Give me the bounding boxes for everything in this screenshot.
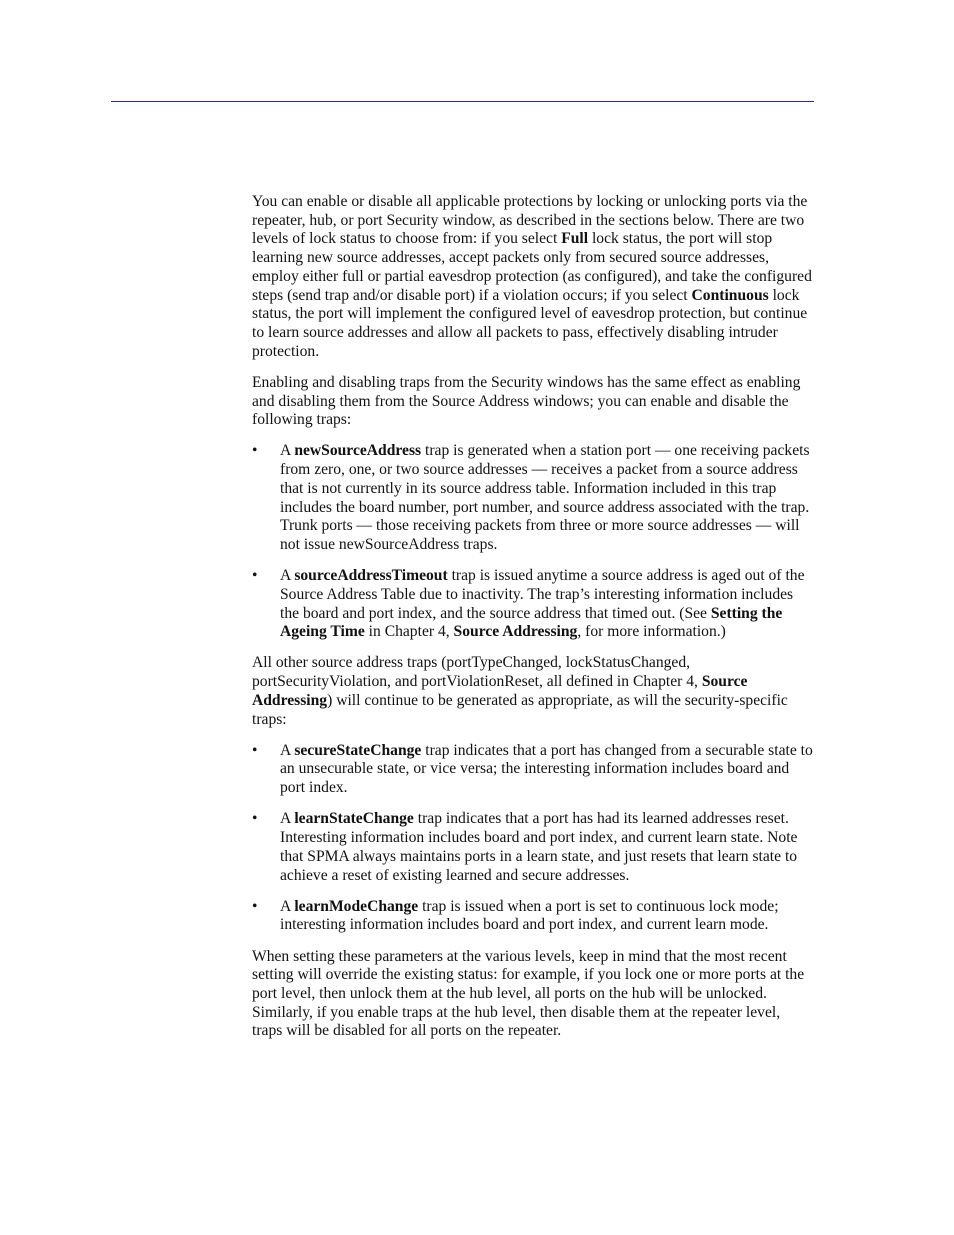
text: trap indicates that a port has changed from a securable state to an unsecurable state, or vice versa; the interesting information includes board and port index. [280,741,813,797]
text: trap is generated when a station port — one receiving packets from zero, one, or two source addresses — receives a packet from a source address that is not currently in its source address table. Information included in this trap includes the board number, port number, and source address associated with the trap. Trunk ports — those receiving packets from three or more source addresses — will not issue newSourceAddress traps. [280,442,810,553]
list-item [252,442,814,554]
text: trap indicates that a port has had its learned addresses reset. Interesting information includes board and port index, and current learn state. Note that SPMA always maintains ports in a learn state, and just resets that learn state to achieve a reset of existing learned and secure addresses. [280,810,798,884]
cross-reference: Source Addressing [453,623,578,641]
list-item [252,567,814,642]
trap-name: learnStateChange [294,810,414,828]
bullet-icon: • [252,741,258,759]
text: A [280,741,295,759]
text: , for more information.) [577,623,726,641]
list-item [252,810,814,885]
paragraph-traps-intro: Enabling and disabling traps from the Security windows has the same effect as enabling and disabling them from the Source Address windows; you can enable and disable the following traps: [252,373,801,429]
text: A [280,810,295,828]
paragraph-lock-status [252,193,814,361]
text: You can enable or disable all applicable protections by locking or unlocking ports via the repeater, hub, or port Security window, as described in the sections below. There are two levels of lock status to choose from: if you select [252,193,808,248]
text: A [280,567,295,585]
text: A [280,897,295,915]
bullet-icon: • [252,567,258,585]
list-item [252,742,814,798]
text: lock status, the port will implement the configured level of eavesdrop protection, but continue to learn source addresses and allow all packets to pass, effectively disabling intruder protection. [252,286,808,360]
trap-name: learnModeChange [294,897,419,915]
text: lock status, the port will stop learning new source addresses, accept packets only from secured source addresses, employ either full or partial eavesdrop protection (as configured), and take the configured steps (send trap and/or disable port) if a violation occurs; if you select [252,230,812,304]
text: in Chapter 4, [364,623,454,641]
bullet-icon: • [252,442,258,460]
cross-reference: Source Addressing [252,673,748,709]
page-body [252,193,814,1054]
text: trap is issued when a port is set to continuous lock mode; interesting information includes board and port index, and current learn mode. [280,897,779,934]
list-item [252,898,814,935]
bullet-icon: • [252,810,258,828]
text: All other source address traps (portTypeChanged, lockStatusChanged, portSecurityViolation, and portViolationReset, all defined in Chapter 4, [252,654,702,691]
bullet-icon: • [252,897,258,915]
cross-reference: Setting the Ageing Time [280,604,783,641]
trap-name: newSourceAddress [294,442,422,460]
paragraph-other-traps [252,654,814,729]
trap-name: sourceAddressTimeout [294,567,448,585]
term-continuous: Continuous [691,286,769,304]
paragraph-override-note: When setting these parameters at the various levels, keep in mind that the most recent setting will override the existing status: for example, if you lock one or more ports at the port level, then unlock them at the hub level, all ports on the hub will be unlocked. Similarly, if you enable traps at the hub level, then disable them at the repeater level, traps will be disabled for all ports on the repeater. [252,947,805,1040]
text: trap is issued anytime a source address is aged out of the Source Address Table due to inactivity. The trap’s interesting information includes the board and port index, and the source address that timed out. (See [280,567,805,622]
trap-name: secureStateChange [294,741,422,759]
text: ) will continue to be generated as appropriate, as will the security-specific traps: [252,691,788,728]
header-rule [111,101,814,102]
term-full: Full [561,230,589,248]
text: A [280,442,295,460]
